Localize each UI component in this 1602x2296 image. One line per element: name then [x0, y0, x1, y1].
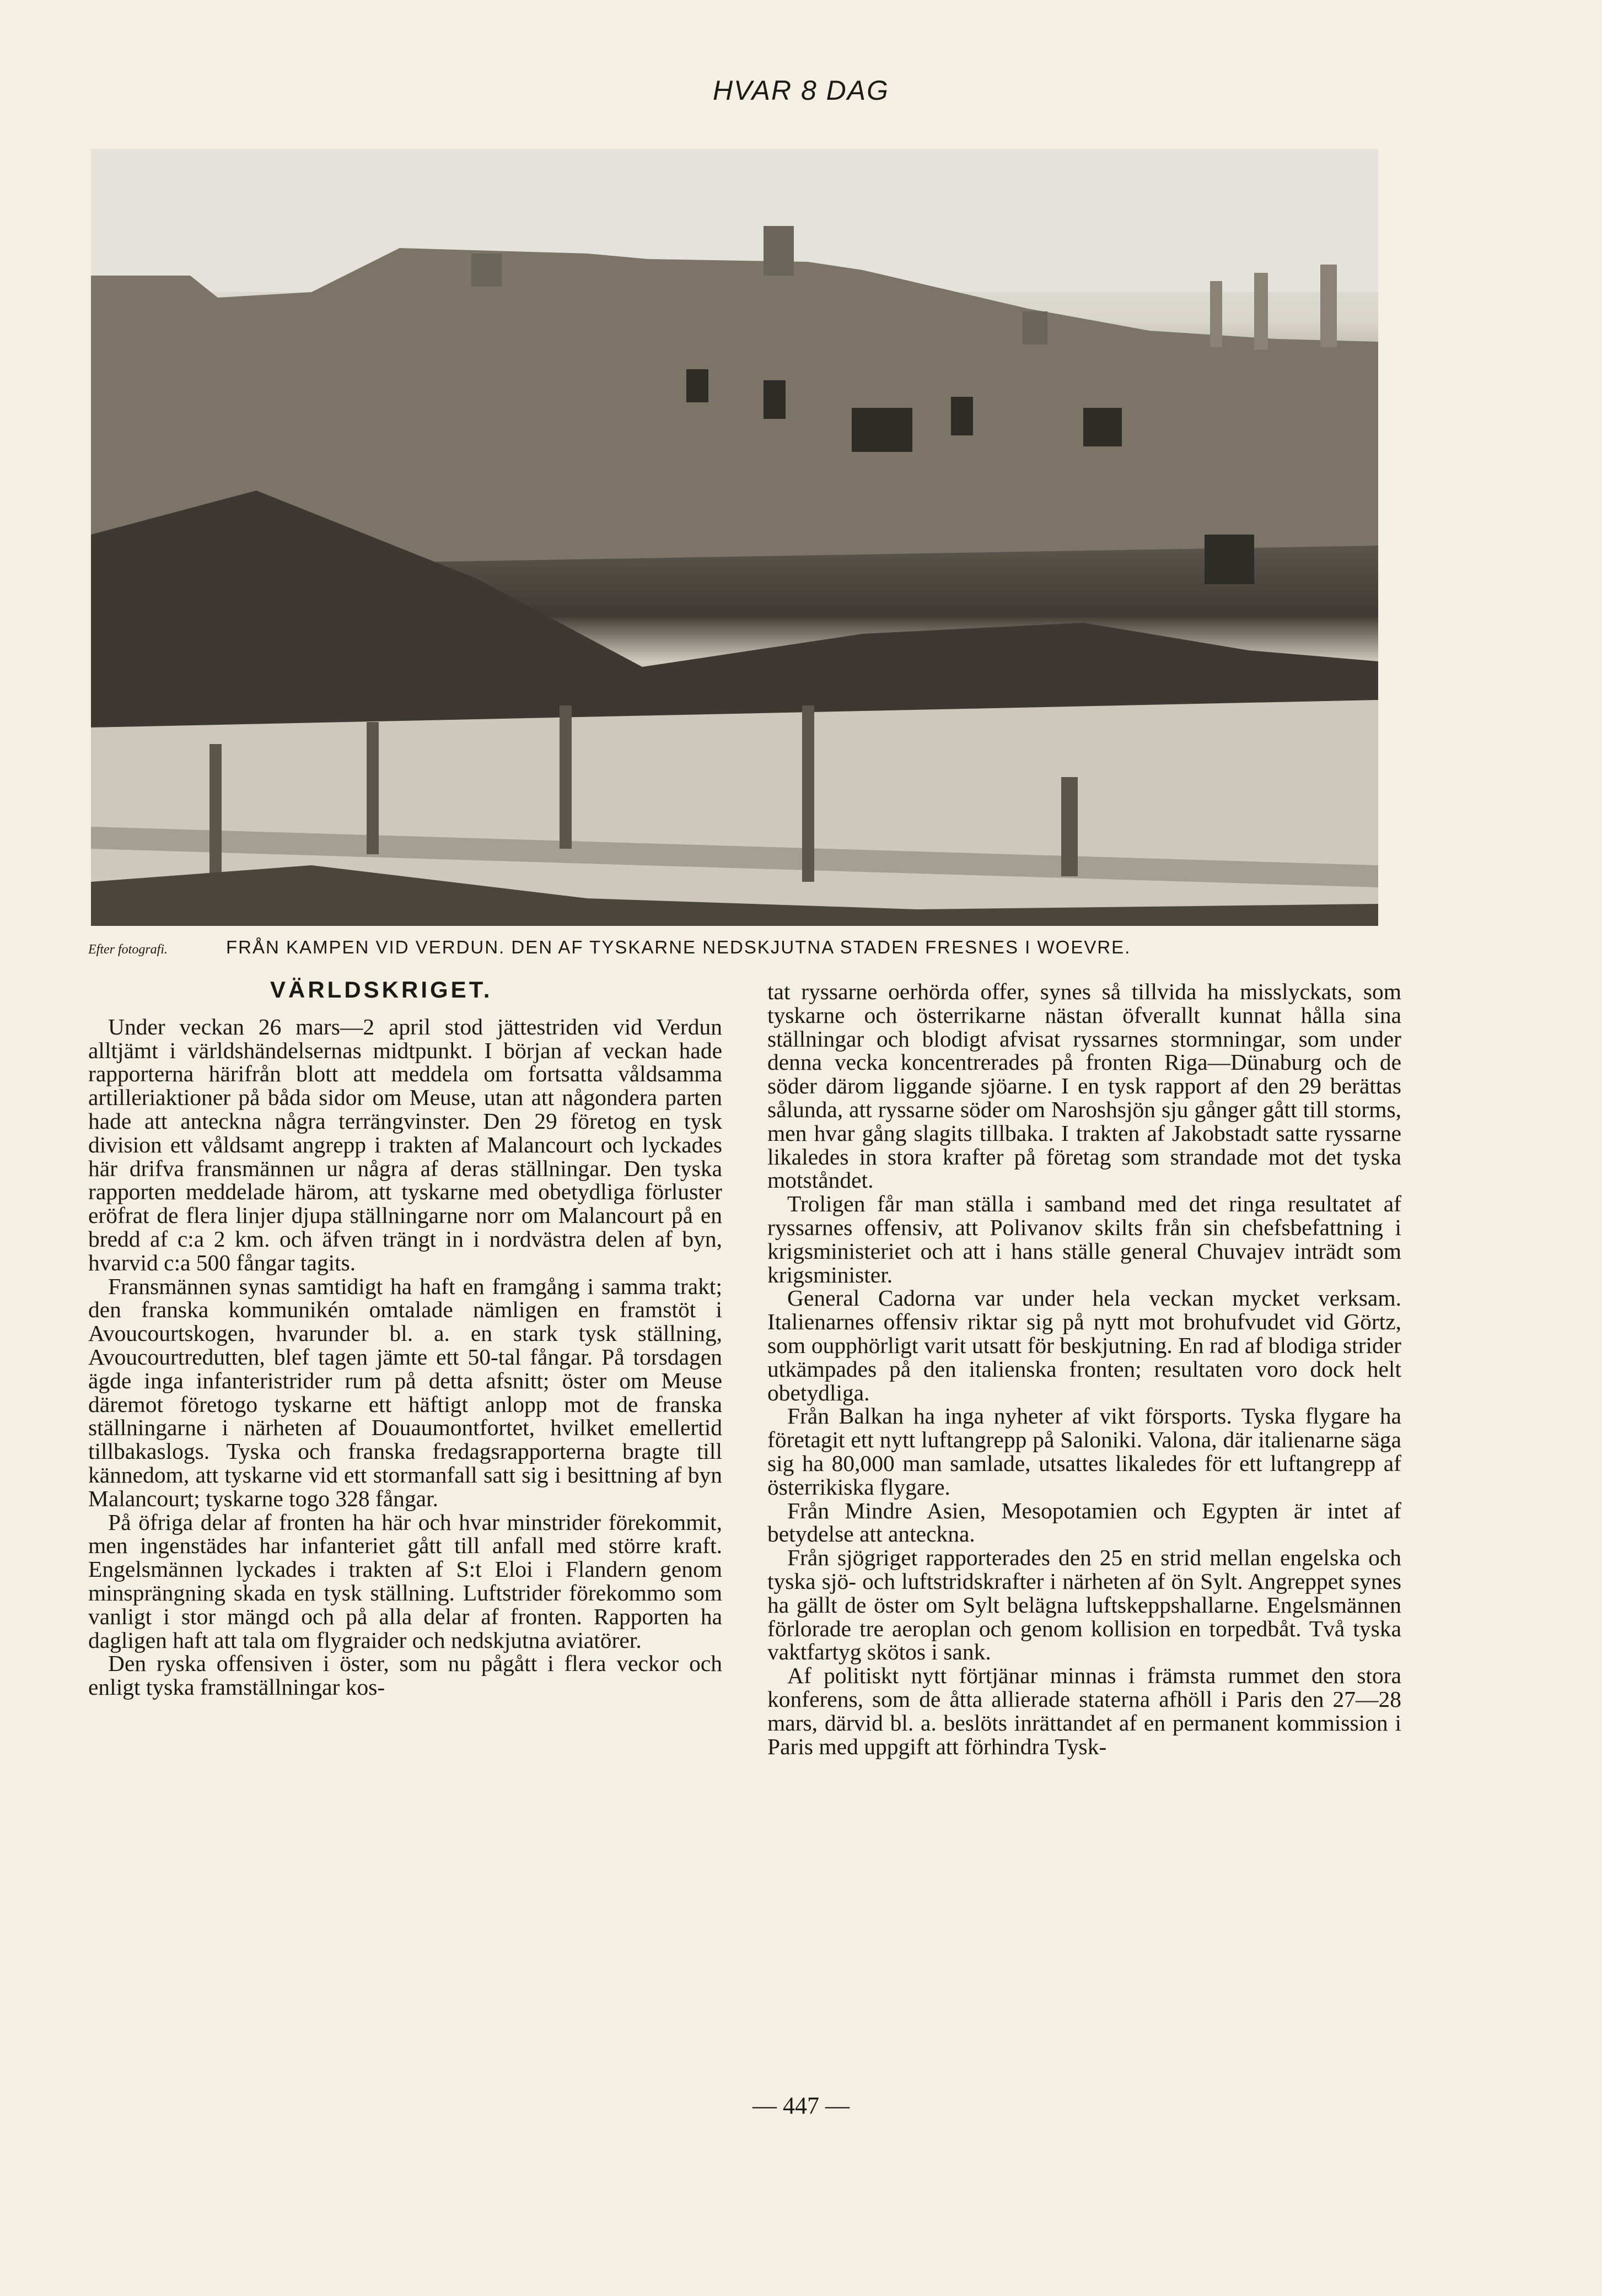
photo-illustration: [91, 149, 1378, 926]
article-paragraph: Från Balkan ha inga nyheter af vikt försports. Tyska flygare ha företagit ett nytt luftangrepp på Saloniki. Valona, där italienarne säga sig ha 80,000 man samlade, utsattes likaledes för ett luftangrepp af österrikiska flygare.: [767, 1403, 1401, 1500]
article-column-right: [767, 980, 1401, 1758]
photo-credit: Efter fotografi.: [88, 942, 168, 957]
article-paragraph: General Cadorna var under hela veckan mycket verksam. Italienarnes offensiv riktar sig på nytt mot brohufvudet vid Görtz, som oupphörligt varit utsatt för beskjutning. En rad af blodiga strider utkämpades på den italienska fronten; resultaten voro dock helt obetydliga.: [767, 1285, 1401, 1405]
article-paragraph: Den ryska offensiven i öster, som nu pågått i flera veckor och enligt tyska framställningar kos-: [88, 1651, 722, 1700]
article-paragraph: Från sjögriget rapporterades den 25 en strid mellan engelska och tyska sjö- och luftstridskrafter i närheten af ön Sylt. Angreppet synes ha gällt de öster om Sylt belägna luftskeppshallarne. Engelsmännen förlorade tre aeroplan och genom kollision en torpedbåt. Två tyska vaktfartyg skötos i sank.: [767, 1545, 1401, 1665]
article-paragraph: Af politiskt nytt förtjänar minnas i främsta rummet den stora konferens, som de åtta allierade staterna afhöll i Paris den 27—28 mars, därvid bl. a. beslöts inrättandet af en permanent kommission i Paris med uppgift att förhindra Tysk-: [767, 1663, 1401, 1759]
article-paragraph: På öfriga delar af fronten ha här och hvar minstrider förekommit, men ingenstädes har infanteriet gått till anfall med större kraft. Engelsmännen lyckades i trakten af S:t Eloi i Flandern genom minsprängning skada en tysk ställning. Luftstrider förekommo som vanligt i stor mängd och på alla delar af fronten. Rapporten ha dagligen haft att tala om flygraider och nedskjutna aviatörer.: [88, 1509, 722, 1653]
photo-caption: FRÅN KAMPEN VID VERDUN. DEN AF TYSKARNE NEDSKJUTNA STADEN FRESNES I WOEVRE.: [226, 937, 1131, 957]
section-heading: VÄRLDSKRIGET.: [270, 977, 493, 1003]
running-head: HVAR 8 DAG: [712, 75, 890, 106]
ruined-town-photograph: [91, 149, 1378, 926]
article-column-left: [88, 978, 722, 1699]
article-paragraph: Fransmännen synas samtidigt ha haft en framgång i samma trakt; den franska kommunikén omtalade nämligen en framstöt i Avoucourtskogen, hvarunder bl. a. en stark tysk ställning, Avoucourtredutten, blef tagen jämte ett 50-tal fångar. På torsdagen ägde inga infanteristrider rum på detta afsnitt; öster om Meuse däremot företogo tyskarne ett häftigt anlopp mot de franska ställningarne i närheten af Douaumontfortet, hvilket emellertid tillbakaslogs. Tyska och franska fredagsrapporterna bragte till kännedom, att tyskarne vid ett stormanfall satt sig i besittning af byn Malancourt; tyskarne togo 328 fångar.: [88, 1273, 722, 1511]
article-paragraph: Under veckan 26 mars—2 april stod jättestriden vid Verdun alltjämt i världshändelsernas midtpunkt. I början af veckan hade rapporterna härifrån blott att meddela om fortsatta våldsamma artilleriaktioner på båda sidor om Meuse, utan att någondera parten hade att anteckna några terrängvinster. Den 29 företog en tysk division ett våldsamt angrepp i trakten af Malancourt och lyckades här drifva fransmännen ur några af deras ställningar. Den tyska rapporten meddelade härom, att tyskarne med obetydliga förluster eröfrat de flera linjer djupa ställningarne norr om Malancourt på en bredd af c:a 2 km. och äfven trängt in i nordvästra delen af byn, hvarvid c:a 500 fångar tagits.: [88, 1014, 722, 1275]
article-paragraph: Från Mindre Asien, Mesopotamien och Egypten är intet af betydelse att anteckna.: [767, 1497, 1401, 1547]
article-paragraph: tat ryssarne oerhörda offer, synes så tillvida ha misslyckats, som tyskarne och österrikarne nästan öfverallt kunnat hålla sina ställningar och blodigt afvisat ryssarnes stormningar, som under denna vecka koncentrerades på fronten Riga—Dünaburg och de söder därom liggande sjöarne. I en tysk rapport af den 29 berättas sålunda, att ryssarne söder om Naroshsjön sju gånger gått till storms, men hvar gång slagits tillbaka. I trakten af Jakobstadt satte ryssarne likaledes in stora krafter på företag som strandade mot det tyska motståndet.: [767, 979, 1401, 1193]
page-number: — 447 —: [752, 2092, 850, 2119]
article-paragraph: Troligen får man ställa i samband med det ringa resultatet af ryssarnes offensiv, att Polivanov skilts från sin chefsbefattning i krigsministeriet och att i hans ställe general Chuvajev inträdt som krigsminister.: [767, 1191, 1401, 1287]
